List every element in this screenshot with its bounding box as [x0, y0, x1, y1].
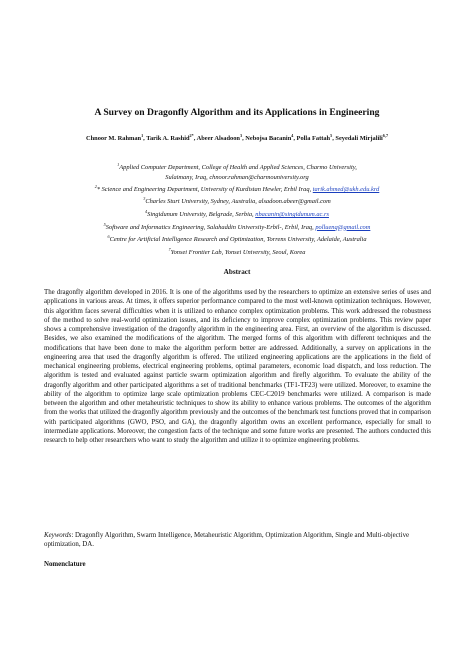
affiliation-item: $^5$Software and Informatics Engineering, Salahaddin University-Erbil-, Erbil, Iraq, polluenq@gmail.com	[103, 221, 371, 231]
author-name: Polla Fattah	[296, 135, 331, 143]
affiliation-item: $^7$Yonsei Frontier Lab, Yonsei University, Seoul, Korea	[168, 246, 306, 256]
keywords-label: Keywords	[44, 532, 72, 539]
nomenclature-heading: Nomenclature	[44, 561, 86, 568]
email-link[interactable]: tarik.ahmed@ukh.edu.krd	[312, 186, 380, 194]
keywords-paragraph	[44, 531, 431, 550]
keywords-text: : Dragonfly Algorithm, Swarm Intelligence, Metaheuristic Algorithm, Optimization Algorithm, Single and Multi-objective optimization, DA.	[44, 532, 410, 549]
author-sup: 4	[291, 133, 294, 138]
author-name: Seyedali Mirjalili	[335, 135, 383, 143]
affiliation-item: Sulaimany, Iraq, chnoor.rahman@charmouniversity.org	[165, 173, 309, 181]
email-link[interactable]: polluenq@gmail.com	[315, 223, 371, 231]
affiliation-item: $^6$Centre for Artificial Intelligence Research and Optimization, Torrens University, Adelaide, Australia	[107, 234, 367, 244]
author-sup: 5	[330, 133, 333, 138]
author-name: Nebojsa Bacanin	[245, 135, 292, 143]
affiliation-item: $^4$Singidunum University, Belgrade, Serbia, nbacanin@singidunum.ac.rs	[145, 209, 329, 219]
author-sup: 2*	[189, 133, 194, 138]
affiliation-list	[30, 160, 444, 257]
affiliation-item: $^1$Applied Computer Department, College of Health and Applied Sciences, Charmo University,	[117, 162, 357, 172]
abstract-body: The dragonfly algorithm developed in 2016. It is one of the algorithms used by the researchers to optimize an extensive series of uses and applications in various areas. At times, it offers superior performance compared to the most well-known optimization techniques. However, this algorithm faces several difficulties when it is utilized to enhance complex optimization problems. This work addressed the robustness of the method to solve real-world optimization issues, and its deficiency to improve complex optimization problems. This review paper shows a comprehensive investigation of the dragonfly algorithm in the engineering area. First, an overview of the algorithm is discussed. Besides, we also examined the modifications of the algorithm. The merged forms of this algorithm with different techniques and the modifications that have been done to make the algorithm perform better are addressed. Additionally, a survey on applications in the engineering area that used the dragonfly algorithm is offered. The utilized engineering applications are the applications in the field of mechanical engineering problems, electrical engineering problems, optimal parameters, economic load dispatch, and loss reduction. The algorithm is tested and evaluated against particle swarm optimization algorithm and firefly algorithm. To evaluate the ability of the dragonfly algorithm and other participated algorithms a set of traditional benchmarks (TF1-TF23) were utilized. Moreover, to examine the ability of the algorithm to optimize large scale optimization problems CEC-C2019 benchmarks were utilized. A comparison is made between the algorithm and other metaheuristic techniques to show its ability to enhance various problems. The outcomes of the algorithm from the works that utilized the dragonfly algorithm previously and the outcomes of the benchmark test functions proved that in comparison with participated algorithms (GWO, PSO, and GA), the dragonfly algorithm owns an excellent performance, especially for small to intermediate applications. Moreover, the congestion facts of the technique and some future works are presented. The authors conducted this research to help other researchers who want to study the algorithm and utilize it to optimize engineering problems.	[44, 289, 431, 444]
author-sup: 6,7	[382, 133, 389, 138]
abstract-heading: Abstract	[223, 268, 251, 276]
author-sup: 1	[141, 133, 144, 138]
email-link[interactable]: nbacanin@singidunum.ac.rs	[255, 211, 329, 219]
affiliation-item: $^3$Charles Sturt University, Sydney, Australia, alsadoon.abeer@gmail.com	[143, 196, 331, 206]
author-name: Chnoor M. Rahman	[85, 135, 142, 143]
paper-title: A Survey on Dragonfly Algorithm and its Applications in Engineering	[94, 107, 380, 118]
author-sup: 3	[239, 133, 243, 138]
author-list: Chnoor M. Rahman$^1$, Tarik A. Rashid$^{2*}$, Abeer Alsadoon$^3$, Nebojsa Bacanin$^4$, Polla Fattah$^5$, Seyedali Mirjalili$^{6,7}$	[85, 133, 389, 143]
affiliation-item: $^2$* Science and Engineering Department, University of Kurdistan Hewler, Erbil Iraq, tarik.ahmed@ukh.edu.krd	[94, 183, 380, 194]
author-name: Abeer Alsadoon	[196, 135, 240, 143]
author-name: Tarik A. Rashid	[146, 135, 190, 143]
